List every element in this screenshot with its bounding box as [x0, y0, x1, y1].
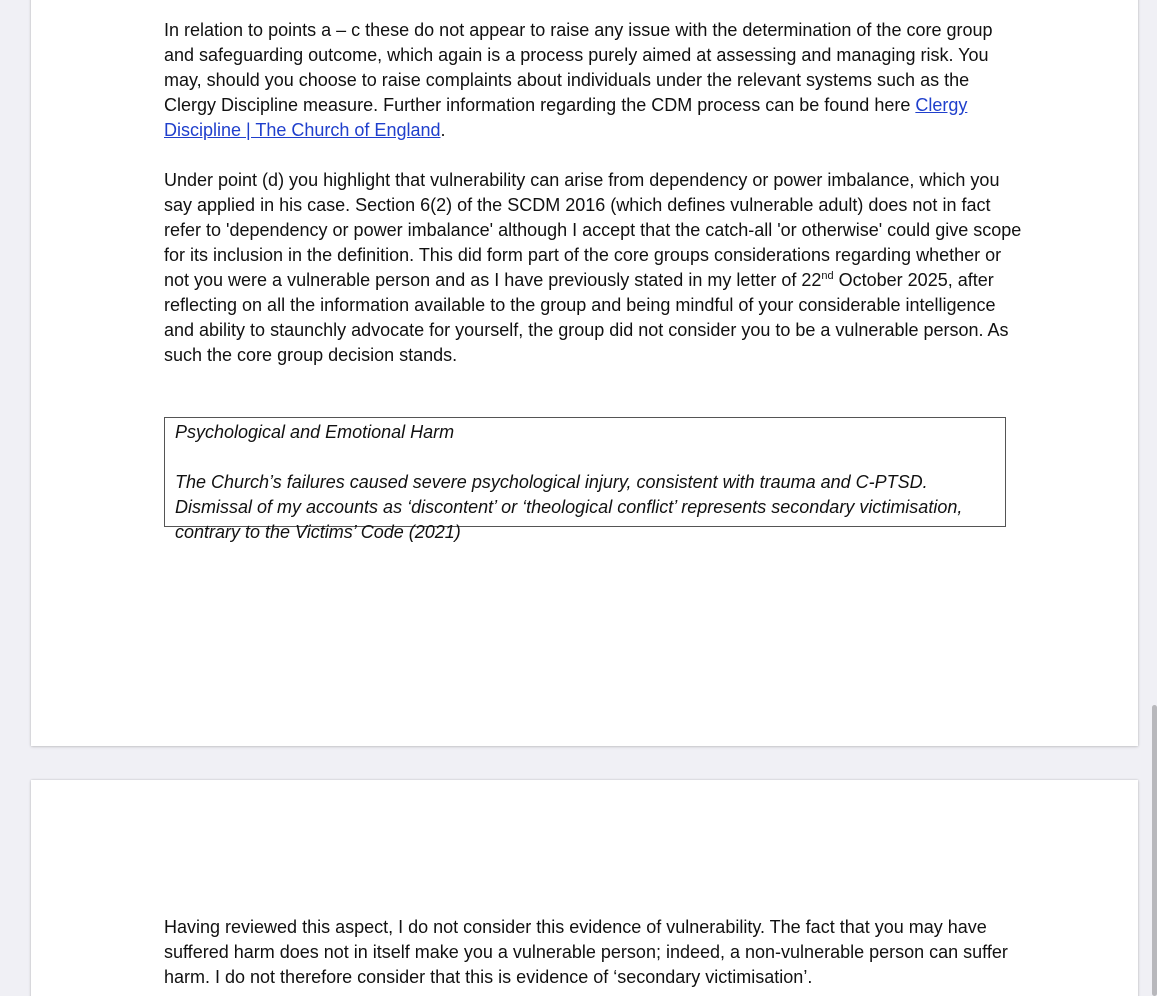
paragraph-point-d-part2: October 2025, after reflecting on all the information available to the group and being mindful of your considerable intelligence and ability to staunchly advocate for yourself, the group did not consider you to be a vulnerable person. As such the core group decision stands. — [164, 270, 1009, 365]
paragraph-points-a-c-text: In relation to points a – c these do not appear to raise any issue with the determination of the core group and safeguarding outcome, which again is a process purely aimed at assessing and managing risk. You may, should you choose to raise complaints about individuals under the relevant systems such as the Clergy Discipline measure. Further information regarding the CDM process can be found here — [164, 20, 993, 115]
clergy-discipline-link[interactable]: Clergy Discipline | The Church of England — [164, 95, 968, 140]
paragraph-vulnerability-review: Having reviewed this aspect, I do not consider this evidence of vulnerability. The fact that you may have suffered harm does not in itself make you a vulnerable person; indeed, a non-vulnerable person can suffer harm. I do not therefore consider that this is evidence of ‘secondary victimisation’. — [164, 917, 1008, 987]
paragraph-point-d — [164, 168, 1024, 368]
quote-body: The Church’s failures caused severe psychological injury, consistent with trauma and C-PTSD. Dismissal of my accounts as ‘discontent’ or ‘theological conflict’ represents secondary victimisation, contrary to the Victims’ Code (2021) — [175, 472, 963, 542]
quote-heading: Psychological and Emotional Harm — [175, 422, 455, 442]
paragraph-point-d-part1: Under point (d) you highlight that vulnerability can arise from dependency or power imbalance, which you say applied in his case. Section 6(2) of the SCDM 2016 (which defines vulnerable adult) does not in fact refer to 'dependency or power imbalance' although I accept that the catch-all 'or otherwise' could give scope for its inclusion in the definition. This did form part of the core groups considerations regarding whether or not you were a vulnerable person and as I have previously stated in my letter of 22 — [164, 170, 1022, 290]
ordinal-superscript: nd — [821, 270, 834, 282]
document-page-2 — [31, 780, 1138, 996]
paragraph-end-period: . — [440, 120, 446, 140]
paragraph-points-a-c — [164, 18, 1024, 143]
quote-spacer — [175, 445, 995, 470]
vertical-scrollbar[interactable] — [1152, 705, 1157, 996]
document-page-1 — [31, 0, 1138, 746]
quoted-complaint-box — [164, 417, 1006, 542]
